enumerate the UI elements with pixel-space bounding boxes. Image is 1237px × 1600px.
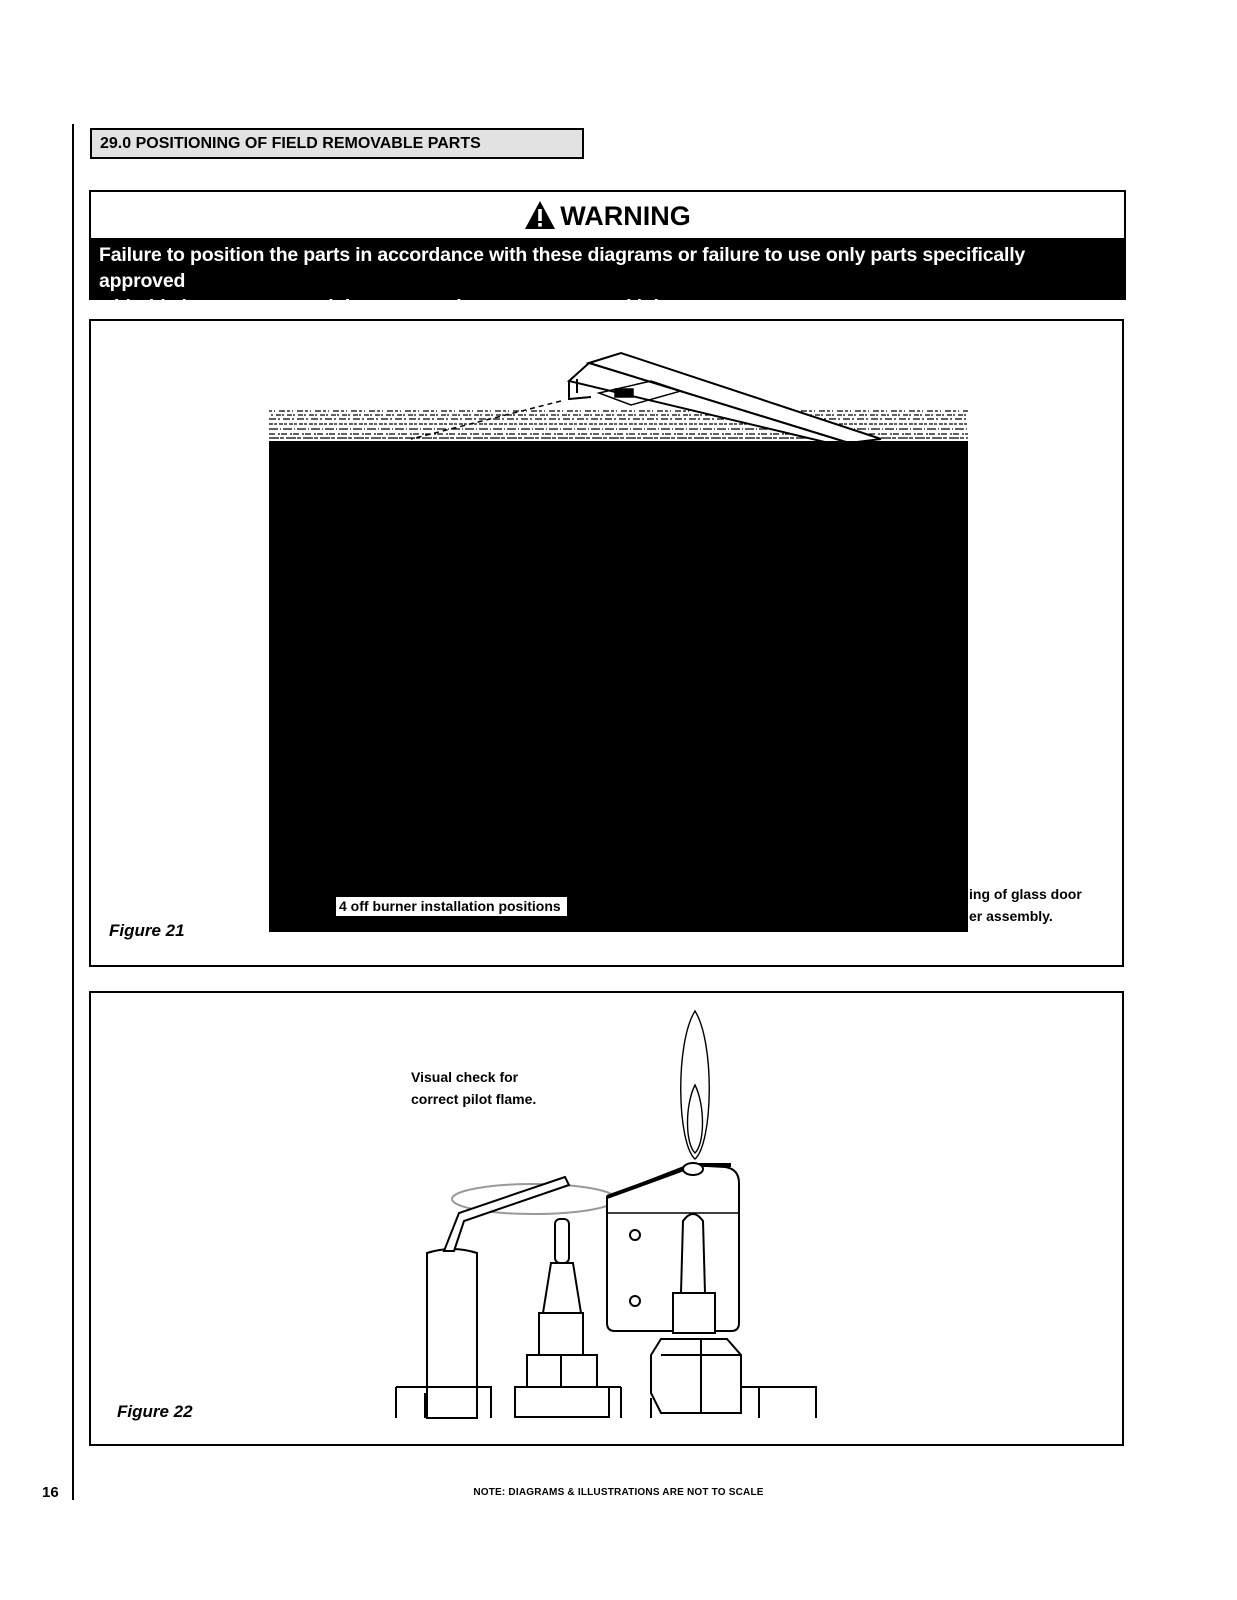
obscured-diagram-area (269, 441, 968, 932)
warning-heading (91, 200, 1124, 232)
figure-21-caption: Figure 21 (109, 921, 185, 940)
figure-22-caption: Figure 22 (117, 1402, 193, 1421)
warning-message (91, 238, 1124, 318)
glass-door-label-line-2: er assembly. (969, 908, 1053, 924)
dashed-guide-line (411, 401, 561, 439)
pilot-hood (607, 1163, 741, 1413)
glass-door-label-line-1: ing of glass door (969, 886, 1082, 902)
section-title: 29.0 POSITIONING OF FIELD REMOVABLE PARTS (90, 128, 584, 159)
figure-22 (89, 991, 1124, 1446)
pilot-check-label-line-1: Visual check for (411, 1069, 519, 1085)
pilot-flame (681, 1011, 710, 1159)
warning-triangle-icon (524, 200, 556, 230)
footer-note: NOTE: DIAGRAMS & ILLUSTRATIONS ARE NOT TO SCALE (473, 1487, 764, 1498)
glass-door-label (969, 883, 1082, 927)
warning-box (89, 190, 1126, 318)
pilot-check-label-line-2: correct pilot flame. (411, 1091, 537, 1107)
burner-positions-label: 4 off burner installation positions (336, 897, 567, 916)
warning-body-line-1: Failure to position the parts in accordance with these diagrams or failure to use only parts specifically approved (99, 244, 1026, 292)
margin-rule (72, 124, 74, 1500)
warning-title: WARNING (560, 201, 691, 231)
warning-body-line-2: with this heater may result in property damage or personal injury. (99, 296, 693, 318)
page-number: 16 (42, 1484, 59, 1501)
pilot-check-label (411, 1066, 536, 1110)
figure-21 (89, 319, 1124, 967)
pilot-assembly-drawing (91, 993, 1126, 1448)
